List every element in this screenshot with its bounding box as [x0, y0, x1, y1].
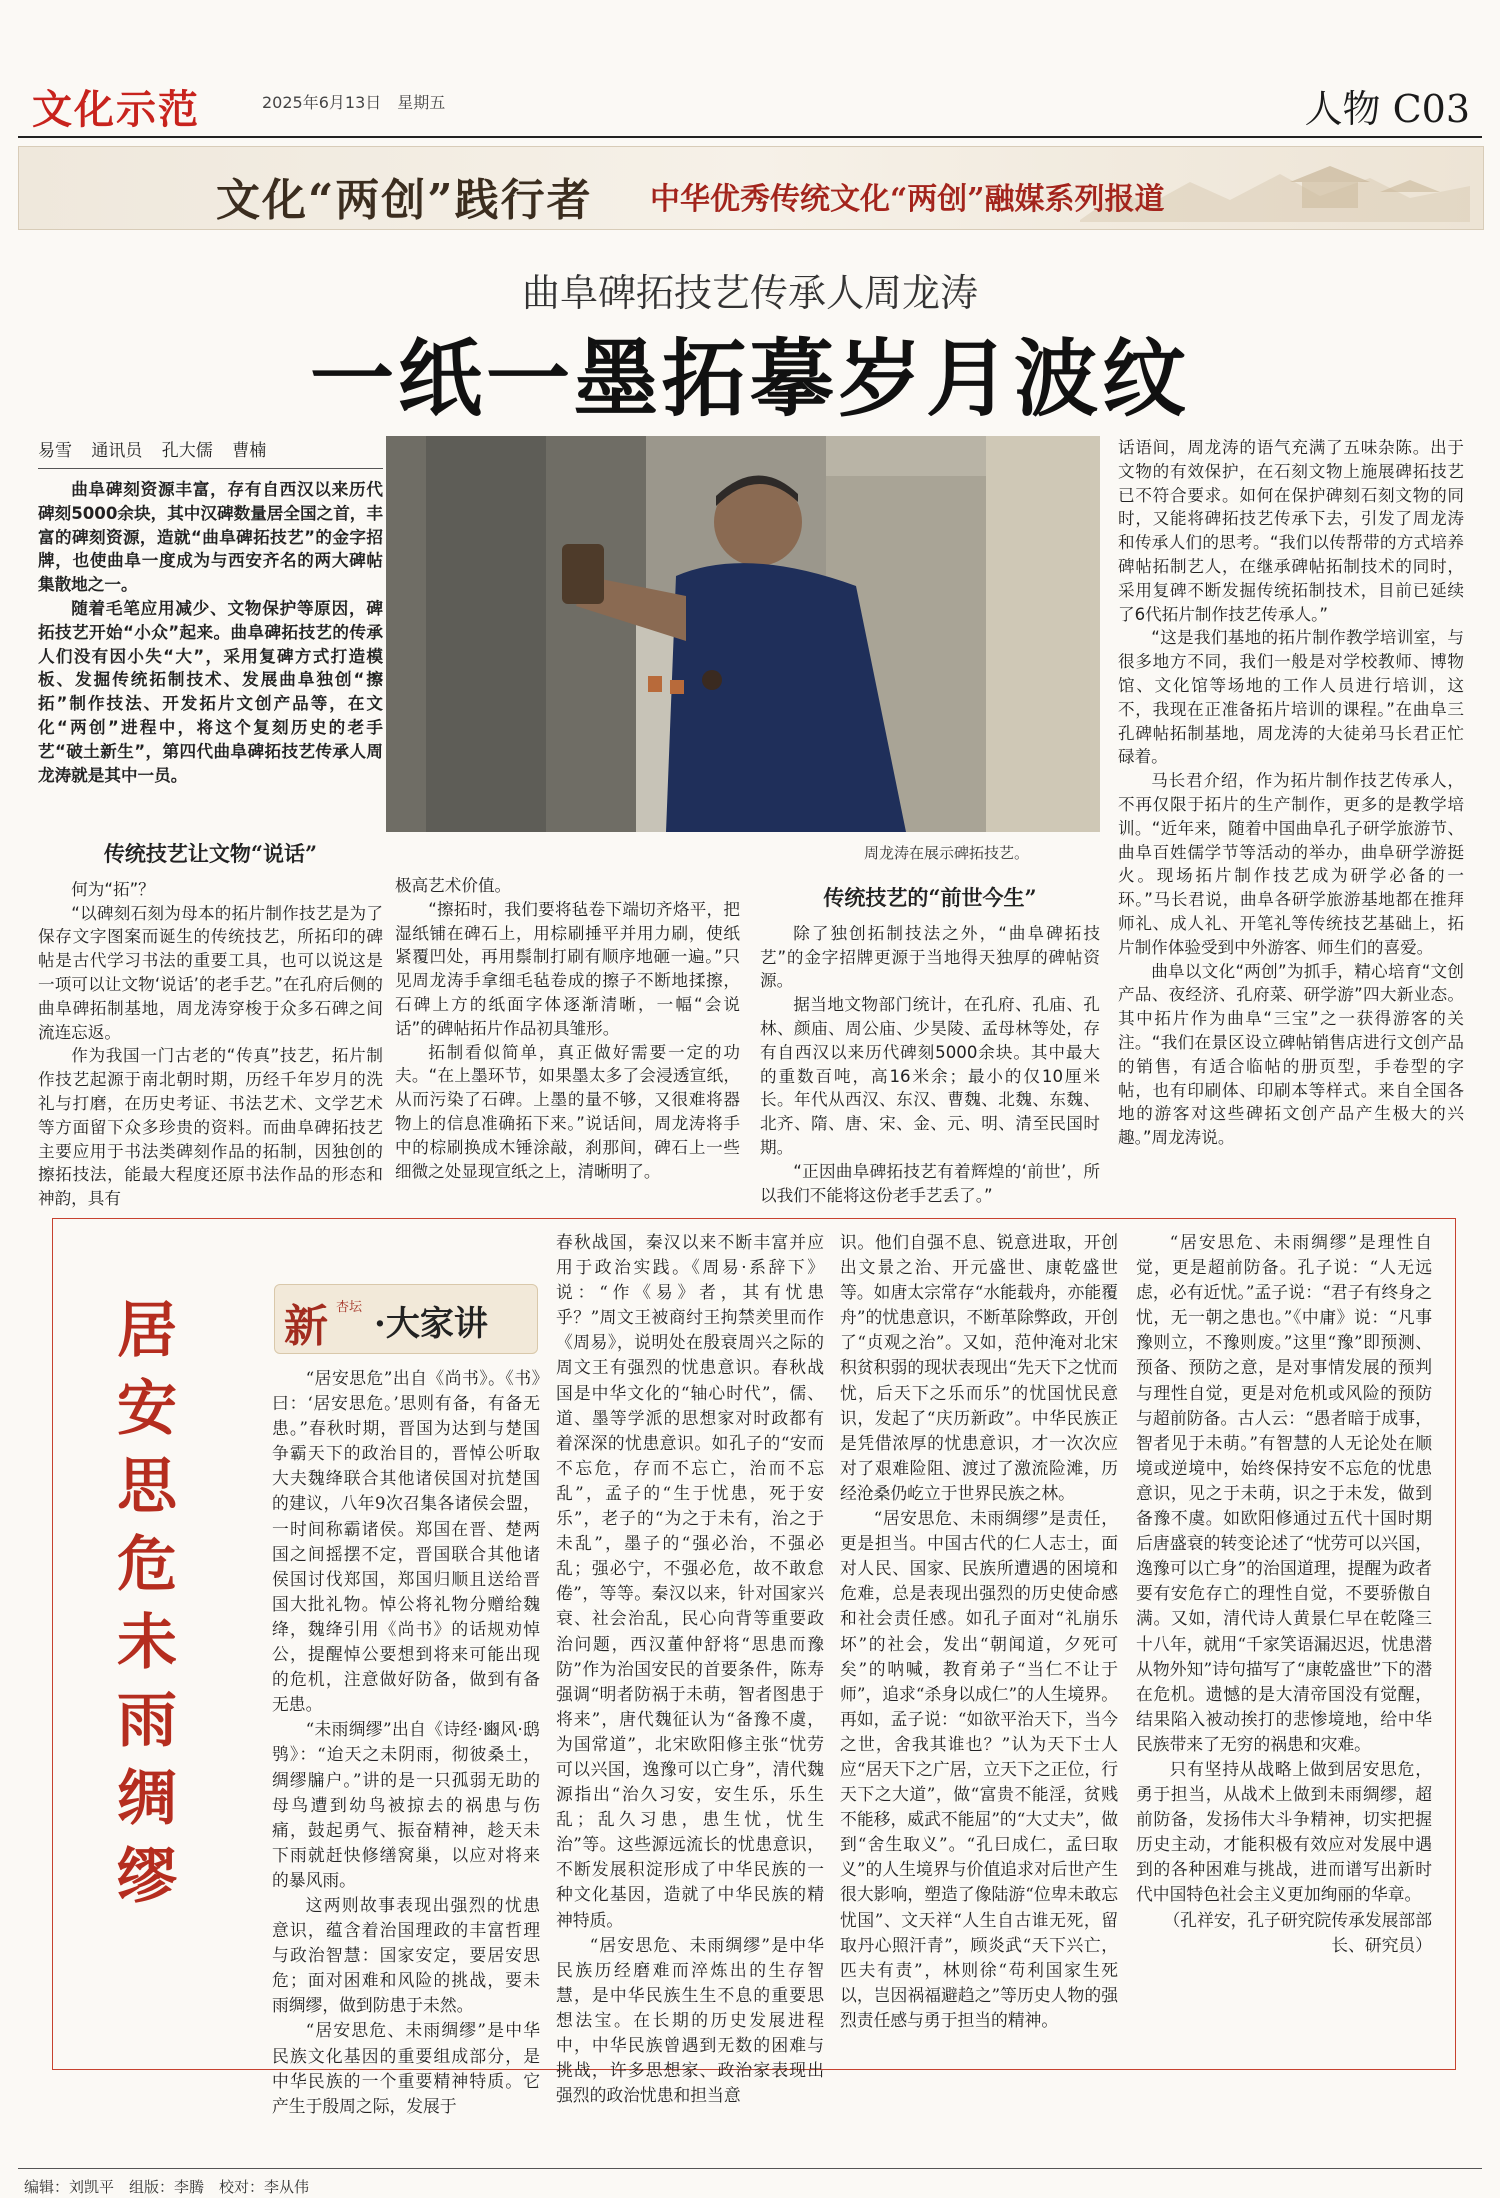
footer-divider: [18, 2168, 1482, 2169]
masthead-logo: 文化示范: [32, 86, 200, 133]
commentary-column-3: [840, 1230, 1118, 2033]
article-kicker: 曲阜碑拓技艺传承人周龙涛: [521, 271, 978, 315]
paragraph: 话语间，周龙涛的语气充满了五味杂陈。出于文物的有效保护，在石刻文物上施展碑拓技艺已不符合要求。如何在保护碑刻石刻文物的同时，又能将碑拓技艺传承下去，引发了周龙涛和传承人们的思考。“我们以传帮带的方式培养碑帖拓制艺人，在继承碑帖拓制技术的同时，采用复碑不断发掘传统拓制技术，目前已延续了6代拓片制作技艺传承人。”: [1118, 438, 1464, 624]
author-signature: （孔祥安，孔子研究院传承发展部部长、研究员）: [1163, 1909, 1432, 1955]
header-divider: [18, 136, 1482, 138]
lead-paragraph: 随着毛笔应用减少、文物保护等原因，碑拓技艺开始“小众”起来。曲阜碑拓技艺的传承人们没有因小失“大”，采用复碑方式打造模板、发掘传统拓制技术、发展曲阜独创“擦拓”制作技法、开发拓片文创产品等，在文化“两创”进程中，将这个复刻历史的老手艺“破土新生”，第四代曲阜碑拓技艺传承人周龙涛就是其中一员。: [38, 598, 383, 785]
paragraph: “以碑刻石刻为母本的拓片制作技艺是为了保存文字图案而诞生的传统技艺，所拓印的碑帖是古代学习书法的重要工具，也可以说这是一项可以让文物‘说话’的老手艺。”在孔府后侧的曲阜碑拓制基地，周龙涛穿梭于众多石碑之间流连忘返。: [38, 903, 383, 1042]
article-column-4: [1118, 436, 1464, 1150]
paragraph: 据当地文物部门统计，在孔府、孔庙、孔林、颜庙、周公庙、少昊陵、孟母林等处，存有自西汉以来历代碑刻5000余块。其中最大的重数百吨，高16米余；最小的仅10厘米长。年代从西汉、东汉、曹魏、北魏、东魏、北齐、隋、唐、宋、金、元、明、清至民国时期。: [760, 995, 1100, 1157]
column-logo-xin: 新: [284, 1301, 328, 1352]
paragraph: 拓制看似简单，真正做好需要一定的功夫。“在上墨环节，如果墨太多了会浸透宣纸，从而污染了石碑。上墨的量不够，又很难将器物上的信息准确拓下来。”说话间，周龙涛将手中的棕刷换成木锤涂敲，刹那间，碑石上一些细微之处显现宣纸之上，清晰明了。: [395, 1042, 740, 1181]
article-lead: [38, 478, 383, 787]
paragraph: “居安思危、未雨绸缪”是责任，更是担当。中国古代的仁人志士，面对人民、国家、民族所遭遇的困境和危难，总是表现出强烈的历史使命感和社会责任感。如孔子面对“礼崩乐坏”的社会，发出“朝闻道，夕死可矣”的呐喊，教育弟子“当仁不让于师”，追求“杀身以成仁”的人生境界。再如，孟子说：“如欲平治天下，当今之世，舍我其谁也？”认为天下士人应“居天下之广居，立天下之正位，行天下之大道”，做“富贵不能淫，贫贱不能移，威武不能屈”的“大丈夫”，做到“舍生取义”。“孔曰成仁，孟曰取义”的人生境界与价值追求对后世产生很大影响，塑造了像陆游“位卑未敢忘忧国”、文天祥“人生自古谁无死，留取丹心照汗青”，顾炎武“天下兴亡，匹夫有责”，林则徐“苟利国家生死以，岂因祸福避趋之”等历史人物的强烈责任感与勇于担当的精神。: [840, 1508, 1118, 2030]
paragraph: 春秋战国，秦汉以来不断丰富并应用于政治实践。《周易·系辞下》说：“作《易》者，其有忧患乎？”周文王被商纣王拘禁羑里而作《周易》，说明处在殷衰周兴之际的周文王有强烈的忧患意识。春秋战国是中华文化的“轴心时代”，儒、道、墨等学派的思想家对时政都有着深深的忧患意识。如孔子的“安而不忘危，存而不忘亡，治而不忘乱”，孟子的“生于忧患，死于安乐”，老子的“为之于未有，治之于未乱”，墨子的“强必治，不强必乱；强必宁，不强必危，故不敢怠倦”，等等。秦汉以来，针对国家兴衰、社会治乱，民心向背等重要政治问题，西汉董仲舒将“思患而豫防”作为治国安民的首要条件，陈寿强调“明者防祸于未萌，智者图患于将来”，唐代魏征认为“备豫不虞，为国常道”，北宋欧阳修主张“忧劳可以兴国，逸豫可以亡身”，清代魏源指出“治久习安，安生乐，乐生乱；乱久习患，患生忧，忧生治”等。这些源远流长的忧患意识，不断发展积淀形成了中华民族的一种文化基因，造就了中华民族的精神特质。: [556, 1232, 824, 1930]
lead-paragraph: 曲阜碑刻资源丰富，存有自西汉以来历代碑刻5000余块，其中汉碑数量居全国之首，丰富的碑刻资源，造就“曲阜碑拓技艺”的金字招牌，也使曲阜一度成为与西安齐名的两大碑帖集散地之一。: [38, 480, 383, 595]
paragraph: “居安思危、未雨绸缪”是中华民族历经磨难而淬炼出的生存智慧，是中华民族生生不息的重要思想法宝。在长期的历史发展进程中，中华民族曾遇到无数的困难与挑战，许多思想家、政治家表现出强烈的政治忧患和担当意: [556, 1934, 824, 2106]
paragraph: 识。他们自强不息、锐意进取，开创出文景之治、开元盛世、康乾盛世等。如唐太宗常存“水能载舟，亦能覆舟”的忧患意识，不断革除弊政，开创了“贞观之治”。又如，范仲淹对北宋积贫积弱的现状表现出“先天下之忧而忧，后天下之乐而乐”的忧国忧民意识，发起了“庆历新政”。中华民族正是凭借浓厚的忧患意识，才一次次应对了艰难险阻、渡过了激流险滩，历经沧桑仍屹立于世界民族之林。: [840, 1232, 1118, 1503]
paragraph: “居安思危、未雨绸缪”是中华民族文化基因的重要组成部分，是中华民族的一个重要精神特质。它产生于殷周之际，发展于: [272, 2020, 540, 2116]
subheading: 传统技艺的“前世今生”: [823, 885, 1037, 910]
paragraph: “未雨绸缪”出自《诗经·豳风·鸱鸮》：“迨天之未阴雨，彻彼桑土，绸缪牖户。”讲的是一只孤弱无助的母鸟遭到幼鸟被掠去的祸患与伤痛，鼓起勇气、振奋精神，趁天未下雨就赶快修缮窝巢，以应对将来的暴风雨。: [272, 1719, 540, 1890]
paragraph: 作为我国一门古老的“传真”技艺，拓片制作技艺起源于南北朝时期，历经千年岁月的洗礼与打磨，在历史考证、书法艺术、文学艺术等方面留下众多珍贵的资料。而曲阜碑拓技艺主要应用于书法类碑刻作品的拓制，因独创的擦拓技法，能最大程度还原书法作品的形态和神韵，具有: [38, 1046, 383, 1209]
subheading: 传统技艺让文物“说话”: [103, 841, 318, 866]
commentary-column-2: [556, 1230, 824, 2108]
paragraph: “擦拓时，我们要将毡卷下端切齐烙平，把湿纸铺在碑石上，用棕刷捶平并用力刷，使纸紧覆凹处，再用鬃制打刷有顺序地砸一遍。”只见周龙涛手拿细毛毡卷成的擦子不断地揉擦，石碑上方的纸面字体逐渐清晰，一幅“会说话”的碑帖拓片作品初具雏形。: [395, 899, 740, 1038]
photo-man-rubbing-stele: [386, 436, 1100, 832]
footer-credits: 编辑：刘凯平 组版：李腾 校对：李从伟: [24, 2178, 310, 2196]
article-photo: [386, 436, 1100, 832]
commentary-column-4: [1136, 1230, 1432, 1958]
paragraph: 只有坚持从战略上做到居安思危，勇于担当，从战术上做到未雨绸缪，超前防备，发扬伟大斗争精神，切实把握历史主动，才能积极有效应对发展中遇到的各种困难与挑战，进而谱写出新时代中国特色社会主义更加绚丽的华章。: [1136, 1758, 1432, 1905]
commentary-column-1: [272, 1366, 540, 2119]
paragraph: 除了独创拓制技法之外，“曲阜碑拓技艺”的金字招牌更源于当地得天独厚的碑帖资源。: [760, 923, 1100, 991]
issue-date: 2025年6月13日 星期五: [262, 93, 446, 112]
byline-divider: [38, 468, 383, 469]
paragraph: 何为“拓”？: [71, 879, 155, 899]
paragraph: “居安思危”出自《尚书》。《书》曰：‘居安思危。’思则有备，有备无患。”春秋时期，晋国为达到与楚国争霸天下的政治目的，晋悼公听取大夫魏绛联合其他诸侯国对抗楚国的建议，八年9次召集各诸侯会盟，一时间称霸诸侯。郑国在晋、楚两国之间摇摆不定，晋国联合其他诸侯国讨伐郑国，郑国归顺且送给晋国大批礼物。悼公将礼物分赠给魏绛，魏绛引用《尚书》的话规劝悼公，提醒悼公要想到将来可能出现的危机，注意做好防备，做到有备无患。: [272, 1368, 540, 1715]
paragraph: “居安思危、未雨绸缪”是理性自觉，更是超前防备。孔子说：“人无远虑，必有近忧。”孟子说：“君子有终身之忧，无一朝之患也。”《中庸》说：“凡事豫则立，不豫则废。”这里“豫”即预测、预备、预防之意，是对事情发展的预判与理性自觉，更是对危机或风险的预防与超前防备。古人云：“愚者暗于成事，智者见于未萌。”有智慧的人无论处在顺境或逆境中，始终保持安不忘危的忧患意识，见之于未萌，识之于未发，做到备豫不虞。如欧阳修通过五代十国时期后唐盛衰的转变论述了“忧劳可以兴国，逸豫可以亡身”的治国道理，提醒为政者要有安危存亡的理性自觉，不要骄傲自满。又如，清代诗人黄景仁早在乾隆三十八年，就用“千家笑语漏迟迟，忧患潜从物外知”诗句描写了“康乾盛世”下的潜在危机。遗憾的是大清帝国没有觉醒，结果陷入被动挨打的悲惨境地，给中华民族带来了无穷的祸患和灾难。: [1136, 1232, 1432, 1754]
article-headline: 一纸一墨拓摹岁月波纹: [309, 329, 1190, 428]
article-column-1: [38, 828, 383, 1211]
byline: 易雪 通讯员 孔大儒 曹楠: [38, 441, 267, 461]
paragraph: 马长君介绍，作为拓片制作技艺传承人，不再仅限于拓片的生产制作，更多的是教学培训。“近年来，随着中国曲阜孔子研学旅游节、曲阜百姓儒学节等活动的举办，曲阜研学游挺火。现场拓片制作技艺成为研学必备的一环。”马长君说，曲阜各研学旅游基地都在推拜师礼、成人礼、开笔礼等传统技艺基础上，拓片制作体验受到中外游客、师生们的喜爱。: [1118, 771, 1464, 957]
section-page-label: 人物 C03: [1304, 87, 1470, 131]
banner-subtitle: 中华优秀传统文化“两创”融媒系列报道: [650, 182, 1165, 217]
banner-title: 文化“两创”践行者: [216, 175, 593, 226]
paragraph: 这两则故事表现出强烈的忧患意识，蕴含着治国理政的丰富哲理与政治智慧：国家安定，要居安思危；面对困难和风险的挑战，要未雨绸缪，做到防患于未然。: [272, 1894, 540, 2016]
paragraph: 曲阜以文化“两创”为抓手，精心培育“文创产品、夜经济、孔府菜、研学游”四大新业态。其中拓片作为曲阜“三宝”之一获得游客的关注。“我们在景区设立碑帖销售店进行文创产品的销售，有适合临帖的册页型，手卷型的字帖，也有印刷体、印刷本等样式。来自全国各地的游客对这些碑拓文创产品产生极大的兴趣。”周龙涛说。: [1118, 961, 1464, 1148]
photo-caption: 周龙涛在展示碑拓技艺。: [864, 844, 1030, 862]
commentary-title: 居安思危 未雨绸缪: [117, 1296, 237, 1912]
column-logo-xingtan: 杏坛: [336, 1300, 363, 1315]
article-column-3: [760, 870, 1100, 1207]
paragraph: “正因曲阜碑拓技艺有着辉煌的‘前世’，所以我们不能将这份老手艺丢了。”: [760, 1161, 1100, 1205]
column-logo-name: ·大家讲: [374, 1304, 488, 1344]
paragraph: 极高艺术价值。: [395, 876, 512, 895]
paragraph: “这是我们基地的拓片制作教学培训室，与很多地方不同，我们一般是对学校教师、博物馆、文化馆等场地的工作人员进行培训，这不，我现在正准备拓片培训的课程。”在曲阜三孔碑帖拓制基地，周龙涛的大徒弟马长君正忙碌着。: [1118, 628, 1464, 767]
article-column-2: [395, 874, 740, 1183]
